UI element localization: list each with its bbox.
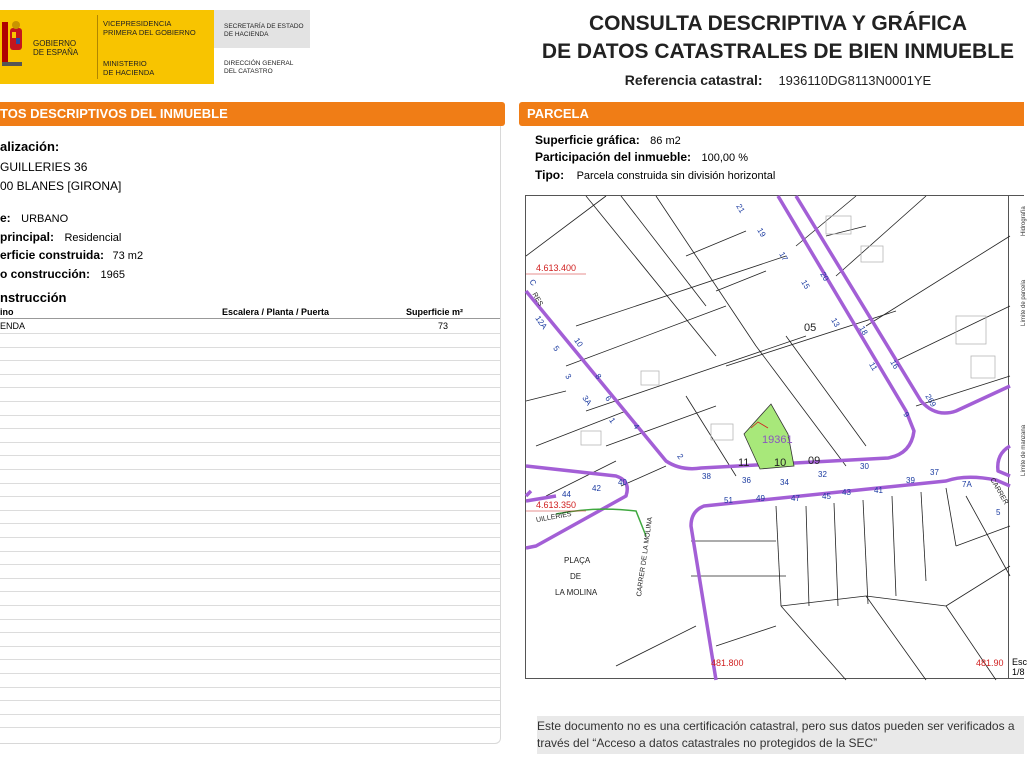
house-number: 20 [818,270,831,283]
anio-value: 1965 [100,269,125,281]
table-header-line [0,318,500,319]
tipo-row [535,166,775,184]
datos-descriptivos-panel [0,126,501,744]
house-number: 18 [857,324,870,337]
house-number: 3 [563,372,574,381]
table-row-line [0,700,500,701]
block-10-label: 10 [774,457,787,469]
house-number: 269 [923,392,938,409]
table-row-line [0,510,500,511]
gobierno-text: GOBIERNO DE ESPAÑA [33,39,79,57]
cadastral-map [525,195,1009,679]
table-row-line [0,442,500,443]
table-row-line [0,387,500,388]
block-11-label: 11 [738,457,750,469]
table-row-line [0,469,500,470]
table-row-superficie: 73 [438,321,449,331]
table-row-line [0,632,500,633]
house-number: 10 [572,336,585,349]
house-number: 44 [562,490,571,499]
table-row-line [0,537,500,538]
secretaria-text: SECRETARÍA DE ESTADO DE HACIENDA [224,23,304,38]
house-number: 49 [756,494,765,503]
house-number: 41 [874,486,883,495]
coord-y-top: 4.613.400 [536,263,577,273]
table-row-line [0,591,500,592]
logo-separator [97,15,98,79]
table-row-line [0,578,500,579]
house-number: 19 [755,226,768,239]
government-logo [0,10,310,84]
table-row-line [0,564,500,565]
table-row-line [0,374,500,375]
escala-value: 1/8 [1012,667,1025,677]
house-number: 43 [842,488,851,497]
house-number: 15 [799,278,812,291]
referencia-catastral [540,72,1016,88]
participacion-value: 100,00 % [701,152,748,164]
house-number: 8 [593,372,604,381]
house-number: 1 [607,416,618,425]
table-header-superficie: Superficie m² [406,307,464,317]
document-title [540,10,1016,66]
house-number: C [527,277,539,288]
house-number: 38 [702,472,711,481]
table-row-line [0,401,500,402]
uso-row [0,228,121,246]
legend-item: Límite de manzana [1021,424,1027,476]
house-number: 11 [867,360,880,373]
house-number: 17 [777,250,790,263]
block-09-label: 09 [808,455,821,467]
table-row-line [0,605,500,606]
house-number: 6 [603,394,614,403]
parcela-header: PARCELA [519,102,1024,126]
referencia-label: Referencia catastral: [624,72,763,88]
table-row-line [0,496,500,497]
table-row-line [0,687,500,688]
house-number: 16 [888,358,901,371]
table-row-line [0,523,500,524]
tipo-value: Parcela construida sin división horizontal [576,170,776,182]
house-number: 5 [996,508,1001,517]
house-number: 30 [860,462,869,471]
superficie-value: 73 m2 [112,250,144,262]
house-number: 3A [580,393,594,408]
house-number: 9 [901,410,912,419]
legend-item: Límite de parcela [1021,279,1027,326]
superficie-label: erficie construida: [0,248,105,262]
street-guilleries-label: UILLERIES [535,510,573,525]
table-row-line [0,347,500,348]
table-header-destino: ino [0,307,14,317]
table-row-line [0,415,500,416]
table-row-line [0,646,500,647]
coat-of-arms-icon [0,18,24,76]
house-number: 34 [780,478,789,487]
localizacion-label: alización: [0,139,60,154]
participacion-label: Participación del inmueble: [535,150,692,164]
map-coord-ticks [526,274,586,511]
table-row-line [0,619,500,620]
anio-row [0,265,125,283]
house-number: 36 [742,476,751,485]
house-number: 40 [618,478,627,487]
table-row-line [0,483,500,484]
clase-row [0,209,68,227]
house-number: 13 [829,316,842,329]
table-row-line [0,673,500,674]
table-row-destino: ENDA [0,321,26,331]
ministerio-text: MINISTERIO DE HACIENDA [103,59,155,77]
plaza-label-2: DE [570,572,582,581]
disclaimer-note: Este documento no es una certificación catastral, pero sus datos pueden ser verificados a través del “Acceso a datos catastrales no protegidos de la SEC” [537,716,1024,754]
house-number: 12A [533,314,549,331]
vicepresidencia-text: VICEPRESIDENCIA PRIMERA DEL GOBIERNO [103,19,196,37]
house-number: 2 [675,452,686,461]
block-05-label: 05 [804,322,817,334]
address-line-1: GUILLERIES 36 [0,160,88,174]
street-res-label: RES [530,291,544,308]
table-row-line [0,659,500,660]
sup-grafica-label: Superficie gráfica: [535,133,640,147]
street-carrer-label: CARRER [988,476,1010,507]
house-number: 7A [962,480,972,489]
table-header-escalera: Escalera / Planta / Puerta [222,307,330,317]
tipo-label: Tipo: [535,168,565,182]
house-number: 37 [930,468,939,477]
superficie-row [0,246,143,264]
legend-item: Hidrografía [1021,206,1027,236]
house-number: 4 [631,422,642,431]
sup-grafica-value: 86 m2 [650,135,681,147]
direccion-text: DIRECCIÓN GENERAL DEL CATASTRO [224,60,294,75]
clase-label: e: [0,211,11,225]
escala-label: Esc [1012,657,1027,667]
table-row-line [0,551,500,552]
street-molina-label: CARRER DE LA MOLINA [636,516,655,597]
house-number: 5 [551,344,562,353]
construccion-title: nstrucción [0,290,67,305]
table-row-line [0,727,500,728]
coord-x-left: 481.800 [711,658,744,668]
participacion-row [535,148,748,166]
address-line-2: 00 BLANES [GIRONA] [0,179,122,193]
table-row-line [0,360,500,361]
house-number: 32 [818,470,827,479]
plaza-label-3: LA MOLINA [555,588,598,597]
plaza-label-1: PLAÇA [564,556,591,565]
house-number: 45 [822,492,831,501]
title-line-2: DE DATOS CATASTRALES DE BIEN INMUEBLE [541,40,1015,63]
uso-label: principal: [0,230,55,244]
datos-descriptivos-header: TOS DESCRIPTIVOS DEL INMUEBLE [0,102,505,126]
house-number: 42 [592,484,601,493]
table-row-line [0,333,500,334]
table-row-line [0,428,500,429]
anio-label: o construcción: [0,267,91,281]
house-number: 39 [906,476,915,485]
map-legend [1009,195,1027,679]
coord-y-bottom: 4.613.350 [536,500,577,510]
house-number: 47 [791,494,800,503]
title-line-1: CONSULTA DESCRIPTIVA Y GRÁFICA [588,12,968,35]
uso-value: Residencial [64,232,122,244]
sup-grafica-row [535,131,681,149]
coord-x-right: 481.90 [976,658,1004,668]
house-number: 51 [724,496,733,505]
parcel-id-label: 19361 [762,434,793,446]
referencia-value: 1936110DG8113N0001YE [778,73,932,88]
table-row-line [0,455,500,456]
clase-value: URBANO [21,213,69,225]
table-row-line [0,714,500,715]
house-number: 21 [734,202,747,215]
